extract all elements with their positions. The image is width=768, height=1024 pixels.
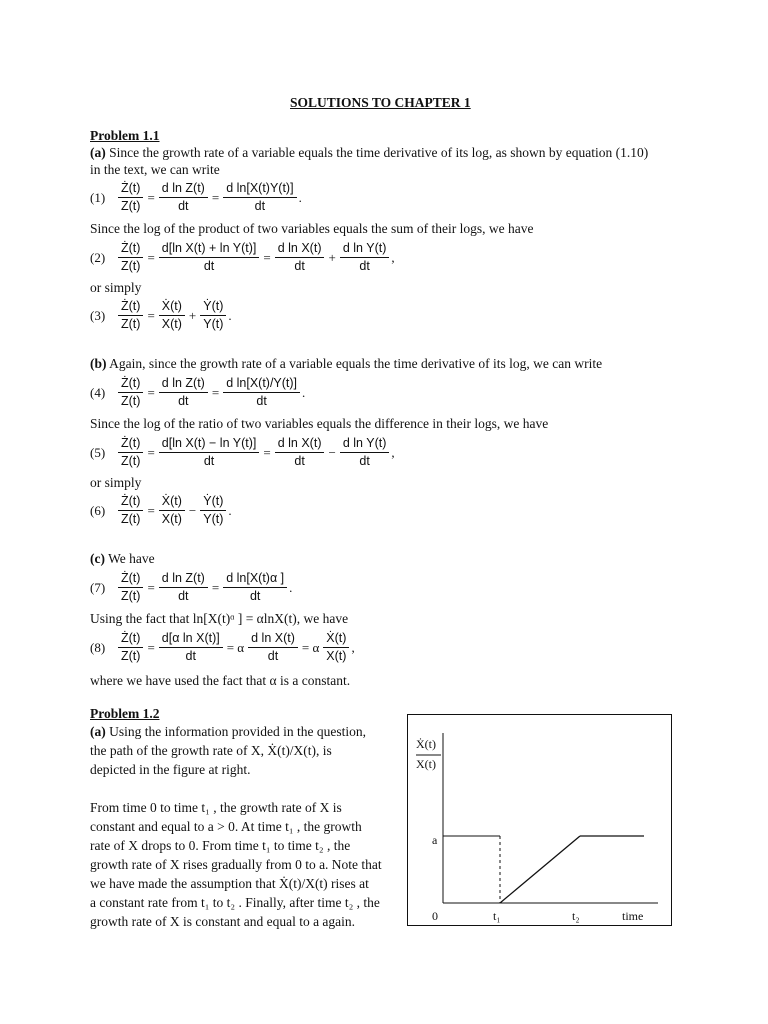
p11-b-label: (b) — [90, 356, 107, 371]
eq1-frac3: $\frac{\text{d ln[X(t)Y(t)]}}{dt}$ — [223, 180, 296, 215]
p11-a-line1 — [90, 145, 648, 161]
p11-a-line2: in the text, we can write — [90, 162, 220, 177]
p12-line-3 — [90, 779, 382, 798]
p11-c-line: (c) We have — [90, 551, 155, 566]
equation-7: (7) $\frac{Ż(t)}{Z(t)}$ = $\frac{\text{d ln Z(t)}}{dt}$ = $\frac{\text{d ln[X(t)α ]}}{dt}$ . — [90, 571, 293, 603]
p11-text-sum: Since the log of the product of two variables equals the sum of their logs, we have — [90, 221, 534, 236]
problem-1-2-heading: Problem 1.2 — [90, 706, 160, 721]
equation-4: (4) $\frac{Ż(t)}{Z(t)}$ = $\frac{\text{d ln Z(t)}}{dt}$ = $\frac{\text{d ln[X(t)/Y(t)]}}{dt}$ . — [90, 376, 306, 408]
page-title: SOLUTIONS TO CHAPTER 1 — [290, 95, 471, 110]
p12-line-6: rate of X drops to 0. From time t₁ to time t₂ , the — [90, 838, 351, 853]
p12-line-1: the path of the growth rate of X, Ẋ(t)/X(t), is — [90, 743, 332, 758]
eq1-number: (1) — [90, 189, 106, 205]
p12-line-4: From time 0 to time t₁ , the growth rate of X is — [90, 800, 342, 815]
equation-3: (3) $\frac{Ż(t)}{Z(t)}$ = $\frac{\text{Ẋ(t)}}{X(t)}$ + $\frac{\text{Ẏ(t)}}{Y(t)}$ . — [90, 299, 232, 331]
p12-line-7: growth rate of X rises gradually from 0 to a. Note that — [90, 857, 382, 872]
time-label: time — [622, 909, 644, 923]
p11-text-fact: Using the fact that ln[X(t)ᵅ ] = αlnX(t), we have — [90, 611, 349, 626]
t1-label: t₁ — [493, 909, 501, 923]
growth-rate-plot — [408, 715, 673, 927]
eq1-frac1: $\frac{Ż(t)}{Z(t)}$ — [118, 180, 143, 215]
p12-line-5: constant and equal to a > 0. At time t₁ , the growth — [90, 819, 362, 834]
equation-1: (1) $\frac{Ż(t)}{Z(t)}$ = $\frac{\text{d ln Z(t)}}{dt}$ = $\frac{\text{d ln[X(t)Y(t)]}}{dt}$ . — [90, 181, 302, 213]
p12-line-2: depicted in the figure at right. — [90, 762, 251, 777]
p12-line-10: growth rate of X is constant and equal to a again. — [90, 914, 356, 929]
p11-text-const: where we have used the fact that α is a constant. — [90, 673, 351, 688]
equation-2: (2) $\frac{Ż(t)}{Z(t)}$ = $\frac{\text{d[ln X(t) + ln Y(t)]}}{dt}$ = $\frac{\text{d ln X(t)}}{dt}$ + $\frac{\text{d ln Y(t)}}{dt}$ , — [90, 241, 395, 273]
p11-a-text1: Since the growth rate of a variable equals the time derivative of its log, as shown by equation (1.10) — [105, 145, 649, 160]
p12-line-9: a constant rate from t₁ to t₂ . Finally, after time t₂ , the — [90, 895, 380, 910]
p11-b-line: (b) Again, since the growth rate of a variable equals the time derivative of its log, we can write — [90, 356, 603, 371]
p11-or-simply-1: or simply — [90, 280, 142, 295]
p11-text-diff: Since the log of the ratio of two variables equals the difference in their logs, we have — [90, 416, 549, 431]
y-label-denominator: X(t) — [416, 757, 436, 771]
p12-line-8: we have made the assumption that Ẋ(t)/X(t) rises at — [90, 876, 369, 891]
equation-5: (5) $\frac{Ż(t)}{Z(t)}$ = $\frac{\text{d[ln X(t) − ln Y(t)]}}{dt}$ = $\frac{\text{d ln X(t)}}{dt}$ − $\frac{\text{d ln Y(t)}}{dt}$ , — [90, 436, 395, 468]
y-label-numerator: Ẋ(t) — [416, 737, 436, 751]
rising-segment — [500, 836, 580, 903]
growth-rate-figure — [407, 714, 672, 926]
p12-paragraph — [90, 722, 382, 931]
eq1-frac2: $\frac{\text{d ln Z(t)}}{dt}$ — [159, 180, 208, 215]
p11-c-label: (c) — [90, 551, 105, 566]
equation-8: (8) $\frac{Ż(t)}{Z(t)}$ = $\frac{\text{d[α ln X(t)]}}{dt}$ = α $\frac{\text{d ln X(t)}}{dt}$ = α $\frac{\text{Ẋ(t)}}{X(t)}$ , — [90, 631, 355, 663]
equation-6: (6) $\frac{Ż(t)}{Z(t)}$ = $\frac{\text{Ẋ(t)}}{X(t)}$ − $\frac{\text{Ẏ(t)}}{Y(t)}$ . — [90, 494, 232, 526]
t2-label: t₂ — [572, 909, 580, 923]
p11-or-simply-2: or simply — [90, 475, 142, 490]
a-label: a — [432, 833, 438, 847]
origin-label: 0 — [432, 909, 438, 923]
problem-1-1-heading: Problem 1.1 — [90, 128, 160, 143]
p12-line-0: (a) Using the information provided in the question, — [90, 724, 366, 739]
p11-a-label: (a) — [90, 145, 106, 160]
